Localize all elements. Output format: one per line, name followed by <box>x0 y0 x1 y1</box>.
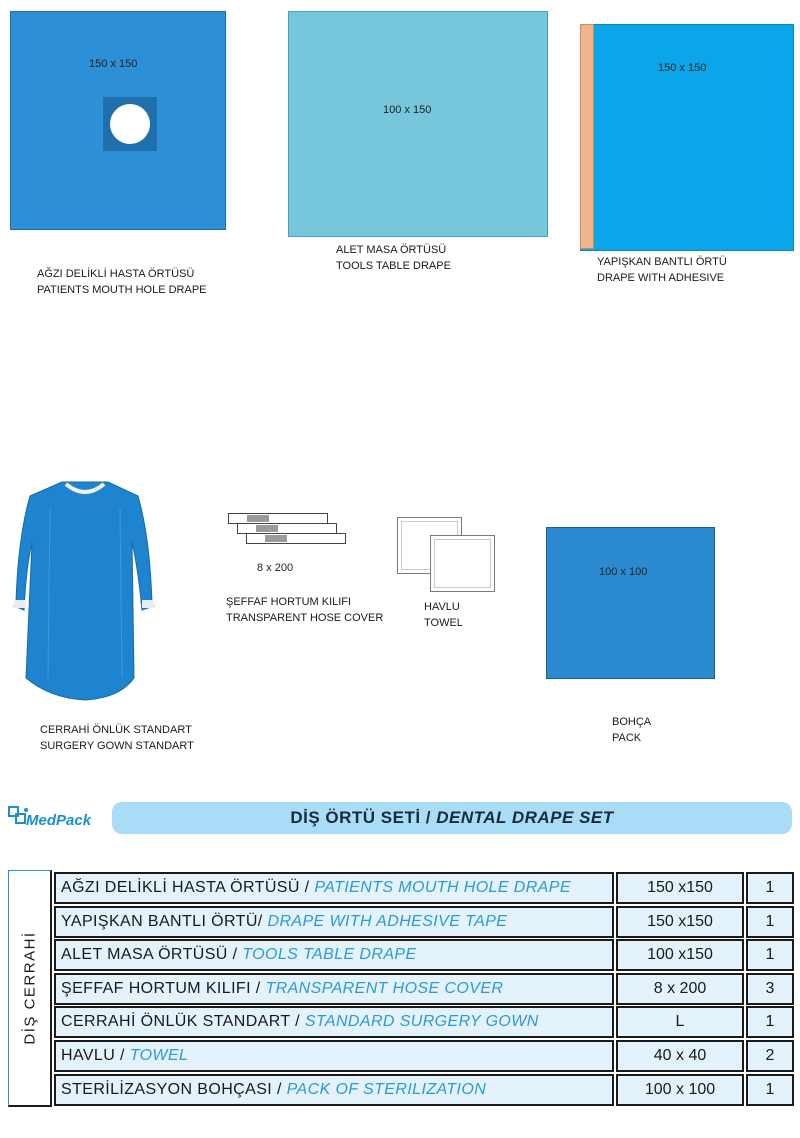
item-quantity-cell: 1 <box>746 1006 794 1038</box>
item-description-cell <box>54 1006 614 1038</box>
towel-image-front <box>430 535 495 592</box>
item-name-en: TOOLS TABLE DRAPE <box>242 946 417 964</box>
medpack-logo-text: MedPack <box>26 812 92 829</box>
adhesive-drape-image <box>580 24 794 251</box>
item-name-en: PATIENTS MOUTH HOLE DRAPE <box>314 879 571 896</box>
gown-caption-tr: CERRAHİ ÖNLÜK STANDART <box>40 724 192 736</box>
adhesive-drape-caption <box>597 254 727 286</box>
mouth-hole-drape-image <box>10 11 226 230</box>
towel-caption-en: TOWEL <box>424 617 463 629</box>
gown-caption <box>40 722 194 754</box>
towel-caption-tr: HAVLU <box>424 601 460 613</box>
item-quantity-cell: 1 <box>746 1074 794 1106</box>
item-description-cell <box>54 906 614 938</box>
pack-caption-en: PACK <box>612 732 642 744</box>
item-size-cell: 150 x150 <box>616 872 744 904</box>
item-name-tr: CERRAHİ ÖNLÜK STANDART / <box>61 1013 305 1031</box>
set-title-en: DENTAL DRAPE SET <box>436 808 614 827</box>
item-quantity-cell: 1 <box>746 906 794 938</box>
item-name-tr: YAPIŞKAN BANTLI ÖRTÜ/ <box>61 912 268 930</box>
item-size-cell: L <box>616 1006 744 1038</box>
item-description-cell <box>54 939 614 971</box>
table-row <box>54 939 794 971</box>
item-description-cell <box>54 872 614 904</box>
hose-caption <box>226 594 383 626</box>
item-name-tr: AĞZI DELİKLİ HASTA ÖRTÜSÜ / <box>61 879 315 896</box>
category-label: DİŞ CERRAHİ <box>21 931 38 1045</box>
table-row <box>54 973 794 1005</box>
set-title-tr: DİŞ ÖRTÜ SETİ / <box>290 808 437 827</box>
table-row <box>54 1040 794 1072</box>
mouth-hole-circle <box>110 104 150 144</box>
hose-cover-image <box>228 513 350 549</box>
item-description-cell <box>54 1074 614 1106</box>
item-description-cell <box>54 973 614 1005</box>
item-size-cell: 40 x 40 <box>616 1040 744 1072</box>
pack-caption <box>612 714 651 746</box>
item-quantity-cell: 3 <box>746 973 794 1005</box>
table-row <box>54 1006 794 1038</box>
surgery-gown-image <box>10 478 160 704</box>
item-name-tr: ALET MASA ÖRTÜSÜ / <box>61 946 243 964</box>
table-drape-caption-tr: ALET MASA ÖRTÜSÜ <box>336 244 447 256</box>
hose-caption-en: TRANSPARENT HOSE COVER <box>226 612 384 624</box>
item-description-cell <box>54 1040 614 1072</box>
item-name-en: TOWEL <box>129 1047 189 1064</box>
table-drape-caption <box>336 242 451 274</box>
table-row <box>54 1074 794 1106</box>
hose-cover-3 <box>246 533 346 544</box>
adhesive-drape-caption-en: DRAPE WITH ADHESIVE <box>597 272 725 284</box>
item-quantity-cell: 1 <box>746 939 794 971</box>
pack-dimension: 100 x 100 <box>599 566 648 578</box>
item-size-cell: 8 x 200 <box>616 973 744 1005</box>
item-name-en: STANDARD SURGERY GOWN <box>304 1013 539 1031</box>
category-side-cell <box>8 870 52 1107</box>
mouth-drape-dimension: 150 x 150 <box>89 58 138 70</box>
item-name-en: PACK OF STERILIZATION <box>286 1080 487 1098</box>
item-name-en: DRAPE WITH ADHESIVE TAPE <box>267 912 508 930</box>
item-quantity-cell: 2 <box>746 1040 794 1072</box>
item-quantity-cell: 1 <box>746 872 794 904</box>
mouth-drape-caption-tr: AĞZI DELİKLİ HASTA ÖRTÜSÜ <box>37 268 195 280</box>
table-drape-dimension: 100 x 150 <box>383 104 432 116</box>
item-name-tr: HAVLU / <box>61 1047 130 1064</box>
hose-caption-tr: ŞEFFAF HORTUM KILIFI <box>226 596 352 608</box>
item-name-tr: ŞEFFAF HORTUM KILIFI / <box>61 979 266 997</box>
adhesive-drape-dimension: 150 x 150 <box>658 62 707 74</box>
item-size-cell: 150 x150 <box>616 906 744 938</box>
table-drape-caption-en: TOOLS TABLE DRAPE <box>336 260 451 272</box>
item-name-tr: STERİLİZASYON BOHÇASI / <box>61 1080 287 1098</box>
adhesive-strip <box>580 24 594 249</box>
towel-caption <box>424 599 463 631</box>
item-size-cell: 100 x150 <box>616 939 744 971</box>
gown-caption-en: SURGERY GOWN STANDART <box>40 740 194 752</box>
mouth-drape-caption-en: PATIENTS MOUTH HOLE DRAPE <box>37 284 207 296</box>
adhesive-drape-caption-tr: YAPIŞKAN BANTLI ÖRTÜ <box>597 256 727 268</box>
tools-table-drape-image <box>288 11 548 237</box>
table-row <box>54 872 794 904</box>
hose-dimension: 8 x 200 <box>257 562 294 574</box>
pack-caption-tr: BOHÇA <box>612 716 652 728</box>
item-name-en: TRANSPARENT HOSE COVER <box>265 979 504 997</box>
item-size-cell: 100 x 100 <box>616 1074 744 1106</box>
pack-drape-image <box>546 527 715 679</box>
table-row <box>54 906 794 938</box>
mouth-hole-window <box>103 97 157 151</box>
set-title <box>112 802 792 834</box>
mouth-drape-caption <box>37 266 207 298</box>
